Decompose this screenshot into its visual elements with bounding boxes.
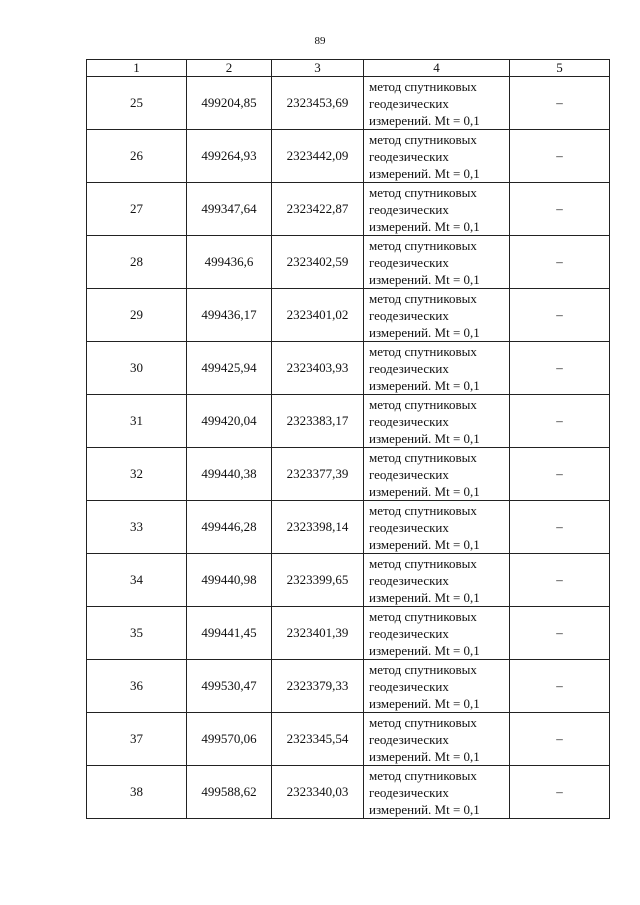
note-cell: –	[510, 554, 610, 607]
method-line: измерений. Mt = 0,1	[369, 748, 480, 764]
method-line: метод спутниковых	[369, 555, 477, 571]
method-line: измерений. Mt = 0,1	[369, 589, 480, 605]
header-col-5: 5	[510, 60, 610, 77]
method-line: метод спутниковых	[369, 131, 477, 147]
note-cell: –	[510, 713, 610, 766]
method-line: геодезических	[369, 519, 449, 535]
point-number-cell: 33	[87, 501, 187, 554]
method-line: измерений. Mt = 0,1	[369, 483, 480, 499]
method-line: метод спутниковых	[369, 767, 477, 783]
x-coordinate-cell: 499530,47	[187, 660, 272, 713]
method-line: геодезических	[369, 201, 449, 217]
header-col-2: 2	[187, 60, 272, 77]
method-line: метод спутниковых	[369, 502, 477, 518]
method-cell	[364, 501, 510, 554]
method-line: геодезических	[369, 95, 449, 111]
note-cell: –	[510, 289, 610, 342]
method-cell	[364, 342, 510, 395]
note-cell: –	[510, 183, 610, 236]
y-coordinate-cell: 2323453,69	[272, 77, 364, 130]
x-coordinate-cell: 499425,94	[187, 342, 272, 395]
method-cell	[364, 77, 510, 130]
method-line: геодезических	[369, 254, 449, 270]
note-cell: –	[510, 448, 610, 501]
y-coordinate-cell: 2323442,09	[272, 130, 364, 183]
method-cell	[364, 713, 510, 766]
method-line: геодезических	[369, 413, 449, 429]
table-row	[87, 289, 610, 342]
method-line: геодезических	[369, 625, 449, 641]
method-line: метод спутниковых	[369, 449, 477, 465]
note-cell: –	[510, 395, 610, 448]
table-row	[87, 77, 610, 130]
x-coordinate-cell: 499204,85	[187, 77, 272, 130]
x-coordinate-cell: 499440,38	[187, 448, 272, 501]
point-number-cell: 30	[87, 342, 187, 395]
method-cell	[364, 236, 510, 289]
y-coordinate-cell: 2323401,39	[272, 607, 364, 660]
y-coordinate-cell: 2323340,03	[272, 766, 364, 819]
method-cell	[364, 607, 510, 660]
header-row	[87, 60, 610, 77]
method-line: метод спутниковых	[369, 714, 477, 730]
method-line: геодезических	[369, 572, 449, 588]
note-cell: –	[510, 607, 610, 660]
method-line: геодезических	[369, 731, 449, 747]
y-coordinate-cell: 2323399,65	[272, 554, 364, 607]
method-line: измерений. Mt = 0,1	[369, 801, 480, 817]
table-row	[87, 607, 610, 660]
method-line: метод спутниковых	[369, 290, 477, 306]
x-coordinate-cell: 499446,28	[187, 501, 272, 554]
method-line: метод спутниковых	[369, 237, 477, 253]
table-row	[87, 130, 610, 183]
table-row	[87, 236, 610, 289]
page-number: 89	[314, 35, 326, 47]
table-header	[87, 60, 610, 77]
table-row	[87, 448, 610, 501]
point-number-cell: 32	[87, 448, 187, 501]
method-line: измерений. Mt = 0,1	[369, 218, 480, 234]
note-cell: –	[510, 342, 610, 395]
method-line: измерений. Mt = 0,1	[369, 430, 480, 446]
table-row	[87, 554, 610, 607]
table-row	[87, 766, 610, 819]
method-line: измерений. Mt = 0,1	[369, 165, 480, 181]
header-col-4: 4	[364, 60, 510, 77]
table-row	[87, 660, 610, 713]
method-cell	[364, 289, 510, 342]
method-cell	[364, 448, 510, 501]
table-row	[87, 395, 610, 448]
point-number-cell: 27	[87, 183, 187, 236]
note-cell: –	[510, 236, 610, 289]
method-line: измерений. Mt = 0,1	[369, 271, 480, 287]
method-cell	[364, 766, 510, 819]
method-line: измерений. Mt = 0,1	[369, 642, 480, 658]
point-number-cell: 35	[87, 607, 187, 660]
header-col-1: 1	[87, 60, 187, 77]
header-col-3: 3	[272, 60, 364, 77]
method-line: геодезических	[369, 148, 449, 164]
x-coordinate-cell: 499441,45	[187, 607, 272, 660]
method-line: метод спутниковых	[369, 396, 477, 412]
table-row	[87, 183, 610, 236]
x-coordinate-cell: 499440,98	[187, 554, 272, 607]
method-line: геодезических	[369, 360, 449, 376]
point-number-cell: 29	[87, 289, 187, 342]
note-cell: –	[510, 660, 610, 713]
x-coordinate-cell: 499347,64	[187, 183, 272, 236]
x-coordinate-cell: 499588,62	[187, 766, 272, 819]
method-line: метод спутниковых	[369, 78, 477, 94]
point-number-cell: 34	[87, 554, 187, 607]
point-number-cell: 38	[87, 766, 187, 819]
y-coordinate-cell: 2323402,59	[272, 236, 364, 289]
method-cell	[364, 395, 510, 448]
point-number-cell: 36	[87, 660, 187, 713]
note-cell: –	[510, 130, 610, 183]
table-row	[87, 713, 610, 766]
y-coordinate-cell: 2323377,39	[272, 448, 364, 501]
y-coordinate-cell: 2323403,93	[272, 342, 364, 395]
table-row	[87, 501, 610, 554]
y-coordinate-cell: 2323401,02	[272, 289, 364, 342]
table-row	[87, 342, 610, 395]
y-coordinate-cell: 2323383,17	[272, 395, 364, 448]
method-line: геодезических	[369, 784, 449, 800]
method-line: метод спутниковых	[369, 608, 477, 624]
y-coordinate-cell: 2323379,33	[272, 660, 364, 713]
table-body	[87, 77, 610, 819]
note-cell: –	[510, 766, 610, 819]
method-line: геодезических	[369, 466, 449, 482]
method-line: измерений. Mt = 0,1	[369, 112, 480, 128]
method-line: метод спутниковых	[369, 343, 477, 359]
method-cell	[364, 660, 510, 713]
x-coordinate-cell: 499264,93	[187, 130, 272, 183]
method-cell	[364, 130, 510, 183]
note-cell: –	[510, 77, 610, 130]
method-line: геодезических	[369, 678, 449, 694]
point-number-cell: 25	[87, 77, 187, 130]
x-coordinate-cell: 499436,6	[187, 236, 272, 289]
method-cell	[364, 554, 510, 607]
method-line: измерений. Mt = 0,1	[369, 536, 480, 552]
method-line: измерений. Mt = 0,1	[369, 695, 480, 711]
point-number-cell: 26	[87, 130, 187, 183]
method-line: измерений. Mt = 0,1	[369, 324, 480, 340]
note-cell: –	[510, 501, 610, 554]
point-number-cell: 28	[87, 236, 187, 289]
coordinates-table	[86, 59, 610, 819]
method-line: метод спутниковых	[369, 661, 477, 677]
y-coordinate-cell: 2323398,14	[272, 501, 364, 554]
y-coordinate-cell: 2323345,54	[272, 713, 364, 766]
point-number-cell: 31	[87, 395, 187, 448]
method-cell	[364, 183, 510, 236]
method-line: метод спутниковых	[369, 184, 477, 200]
x-coordinate-cell: 499420,04	[187, 395, 272, 448]
x-coordinate-cell: 499570,06	[187, 713, 272, 766]
method-line: измерений. Mt = 0,1	[369, 377, 480, 393]
method-line: геодезических	[369, 307, 449, 323]
x-coordinate-cell: 499436,17	[187, 289, 272, 342]
y-coordinate-cell: 2323422,87	[272, 183, 364, 236]
point-number-cell: 37	[87, 713, 187, 766]
